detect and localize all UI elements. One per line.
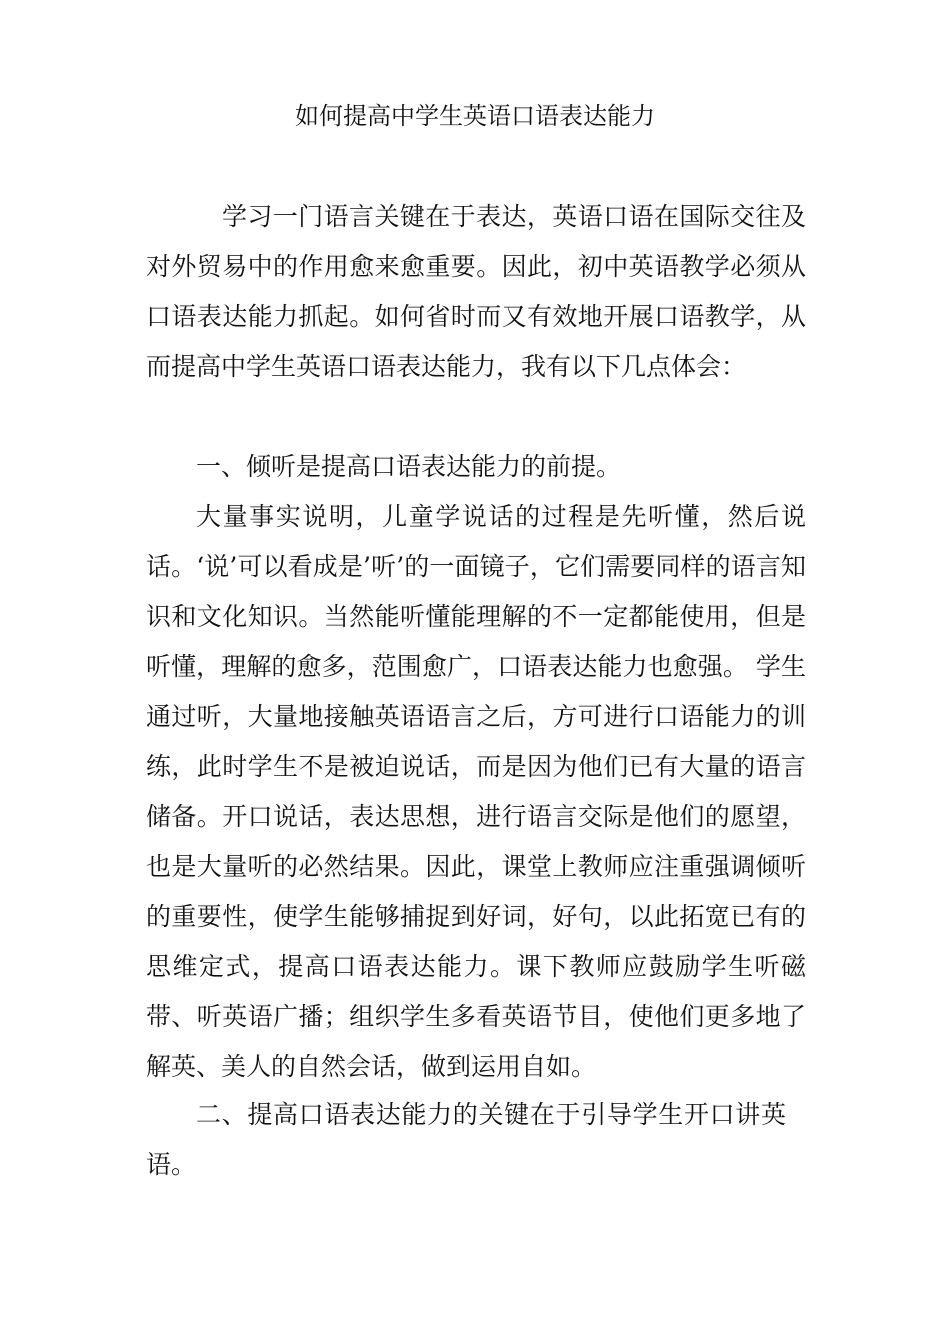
- section-1-heading: 一、倾听是提高口语表达能力的前提。: [196, 452, 622, 481]
- section-2-heading: 二、提高口语表达能力的关键在于引导学生开口讲英语。: [146, 1100, 786, 1179]
- section-1-paragraph: 大量事实说明，儿童学说话的过程是先听懂，然后说话。‘说’可以看成是’听’的一面镜子，它们需要同样的语言知识和文化知识。当然能听懂能理解的不一定都能使用，但是听懂，理解的愈多，范围愈广，口语表达能力也愈强。 学生通过听，大量地接触英语语言之后，方可进行口语能力的训练，此时学生不是被迫说话，而是因为他们已有大量的语言储备。开口说话，表达思想，进行语言交际是他们的愿望，也是大量听的必然结果。因此，课堂上教师应注重强调倾听的重要性，使学生能够捕捉到好词，好句，以此拓宽已有的思维定式，提高口语表达能力。课下教师应鼓励学生听磁带、听英语广播；组织学生多看英语节目，使他们更多地了解英、美人的自然会话，做到运用自如。: [146, 502, 806, 1081]
- intro-paragraph: 学习一门语言关键在于表达，英语口语在国际交往及对外贸易中的作用愈来愈重要。因此，初中英语教学必须从口语表达能力抓起。如何省时而又有效地开展口语教学，从而提高中学生英语口语表达能力，我有以下几点体会：: [146, 202, 806, 381]
- document-title: 如何提高中学生英语口语表达能力: [295, 102, 655, 130]
